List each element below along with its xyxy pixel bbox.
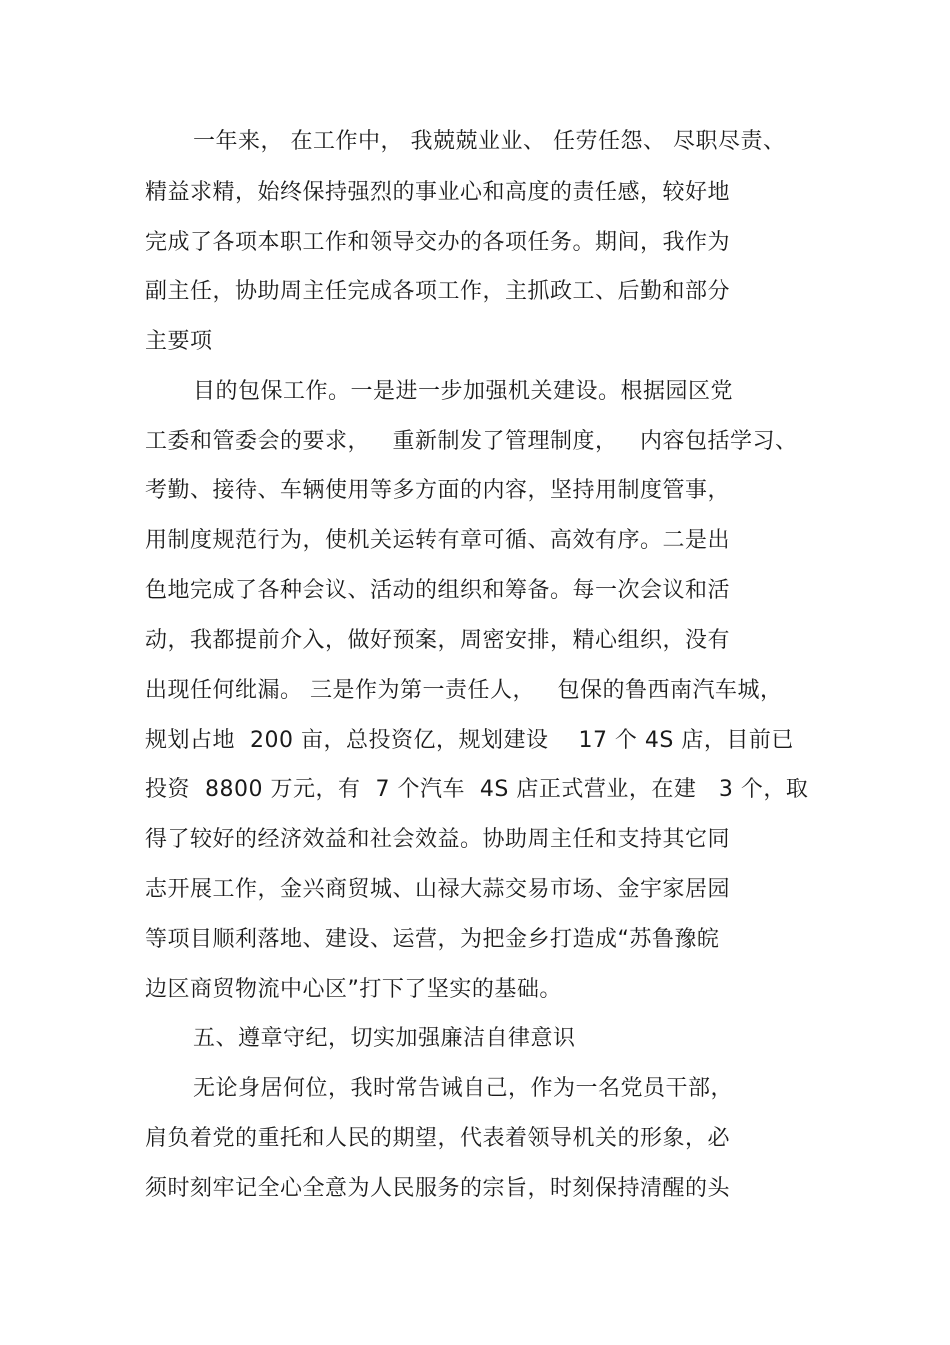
- text-line-3: 完成了各项本职工作和领导交办的各项任务。期间，我作为: [145, 230, 731, 255]
- text-line-9: 用制度规范行为，使机关运转有章可循、高效有序。二是出: [145, 528, 731, 553]
- text-line-5: 主要项: [145, 329, 213, 354]
- text-line-12: 出现任何纰漏。 三是作为第一责任人， 包保的鲁西南汽车城，: [145, 678, 783, 703]
- text-line-4: 副主任，协助周主任完成各项工作，主抓政工、后勤和部分: [145, 279, 731, 304]
- text-line-20: 无论身居何位，我时常告诫自己，作为一名党员干部，: [193, 1076, 734, 1101]
- text-line-21: 肩负着党的重托和人民的期望，代表着领导机关的形象，必: [145, 1126, 731, 1151]
- text-line-14: 投资 8800 万元，有 7 个汽车 4S 店正式营业，在建 3 个，取: [145, 777, 809, 802]
- text-line-17: 等项目顺利落地、建设、运营，为把金乡打造成“苏鲁豫皖: [145, 927, 720, 952]
- text-line-1: 一年来， 在工作中， 我兢兢业业、 任劳任怨、 尽职尽责、: [193, 129, 786, 154]
- text-line-6: 目的包保工作。一是进一步加强机关建设。根据园区党: [193, 379, 734, 404]
- text-line-15: 得了较好的经济效益和社会效益。协助周主任和支持其它同: [145, 827, 731, 852]
- text-line-8: 考勤、接待、车辆使用等多方面的内容，坚持用制度管事，: [145, 478, 731, 503]
- text-line-2: 精益求精，始终保持强烈的事业心和高度的责任感，较好地: [145, 180, 731, 205]
- text-line-10: 色地完成了各种会议、活动的组织和筹备。每一次会议和活: [145, 578, 731, 603]
- text-line-22: 须时刻牢记全心全意为人民服务的宗旨，时刻保持清醒的头: [145, 1176, 731, 1201]
- text-line-7: 工委和管委会的要求， 重新制发了管理制度， 内容包括学习、: [145, 429, 798, 454]
- text-line-18: 边区商贸物流中心区”打下了坚实的基础。: [145, 977, 562, 1002]
- text-line-16: 志开展工作，金兴商贸城、山禄大蒜交易市场、金宇家居园: [145, 877, 731, 902]
- section-heading: 五、遵章守纪，切实加强廉洁自律意识: [193, 1026, 576, 1051]
- text-line-13: 规划占地 200 亩，总投资亿，规划建设 17 个 4S 店，目前已: [145, 728, 794, 753]
- text-line-11: 动，我都提前介入，做好预案，周密安排，精心组织，没有: [145, 628, 731, 653]
